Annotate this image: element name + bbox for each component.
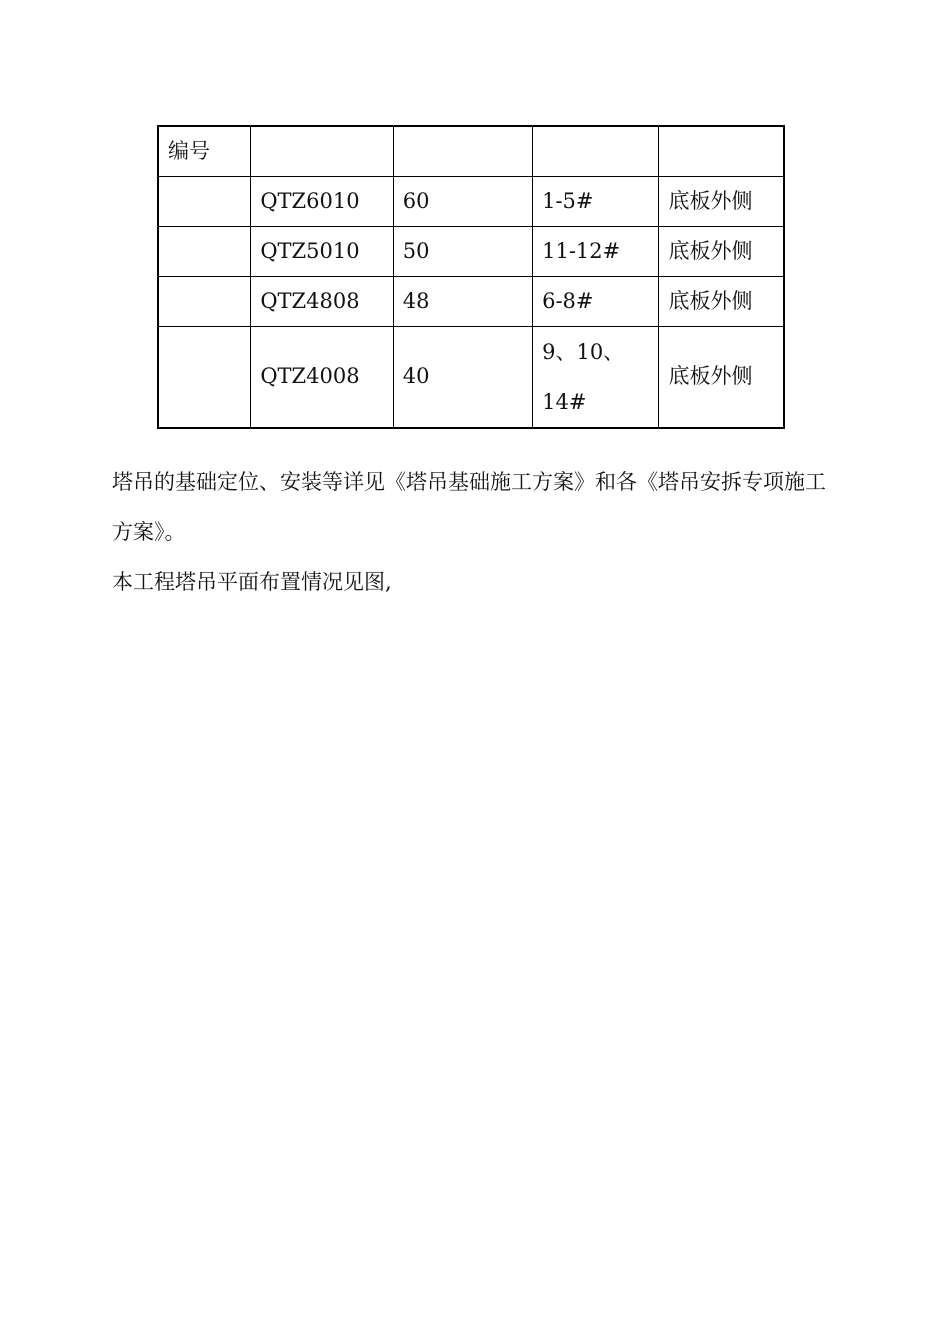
paragraph-crane-layout: 本工程塔吊平面布置情况见图,: [112, 570, 392, 594]
model-cell: QTZ4008: [251, 326, 393, 428]
table-cell: [158, 276, 251, 326]
value-cell: 50: [393, 226, 532, 276]
position-cell: 底板外侧: [659, 276, 784, 326]
table-row: [158, 276, 784, 326]
value-cell: 40: [393, 326, 532, 428]
position-cell: 底板外侧: [659, 326, 784, 428]
header-cell: [393, 126, 532, 176]
position-cell: 底板外侧: [659, 226, 784, 276]
table-cell: [158, 226, 251, 276]
table-header-row: [158, 126, 784, 176]
value-cell: 48: [393, 276, 532, 326]
header-cell: 编号: [158, 126, 251, 176]
model-cell: QTZ6010: [251, 176, 393, 226]
model-cell: QTZ4808: [251, 276, 393, 326]
location-cell: 9、10、14#: [533, 326, 659, 428]
table-cell: [158, 176, 251, 226]
model-cell: QTZ5010: [251, 226, 393, 276]
location-cell: 6-8#: [533, 276, 659, 326]
header-cell: [251, 126, 393, 176]
table-row: [158, 326, 784, 428]
header-cell: [659, 126, 784, 176]
header-cell: [533, 126, 659, 176]
paragraph-crane-reference: 塔吊的基础定位、安装等详见《塔吊基础施工方案》和各《塔吊安拆专项施工方案》。: [112, 470, 826, 544]
table-cell: [158, 326, 251, 428]
table-row: [158, 226, 784, 276]
position-cell: 底板外侧: [659, 176, 784, 226]
location-cell: 1-5#: [533, 176, 659, 226]
table-row: [158, 176, 784, 226]
location-cell: 11-12#: [533, 226, 659, 276]
value-cell: 60: [393, 176, 532, 226]
tower-crane-table: [157, 125, 785, 429]
